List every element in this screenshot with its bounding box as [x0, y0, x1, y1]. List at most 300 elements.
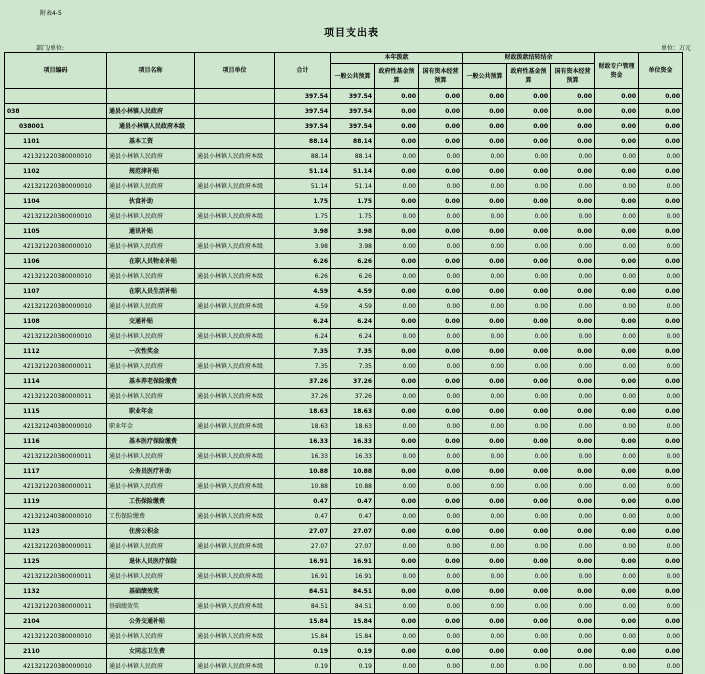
cell-v1[interactable]: 7.35 [331, 359, 375, 374]
cell-v5[interactable]: 0.00 [507, 179, 551, 194]
cell-v6[interactable]: 0.00 [551, 104, 595, 119]
cell-v8[interactable]: 0.00 [639, 419, 683, 434]
cell-total[interactable]: 6.24 [275, 314, 331, 329]
cell-v2[interactable]: 0.00 [375, 539, 419, 554]
cell-v6[interactable]: 0.00 [551, 509, 595, 524]
cell-total[interactable]: 6.24 [275, 329, 331, 344]
cell-unit[interactable] [195, 119, 275, 134]
cell-v2[interactable]: 0.00 [375, 659, 419, 674]
cell-name[interactable]: 退休人员医疗保险 [107, 554, 195, 569]
cell-code[interactable]: 1114 [5, 374, 107, 389]
cell-v1[interactable]: 3.98 [331, 224, 375, 239]
cell-v2[interactable]: 0.00 [375, 329, 419, 344]
cell-v4[interactable]: 0.00 [463, 284, 507, 299]
cell-v6[interactable]: 0.00 [551, 494, 595, 509]
cell-v1[interactable]: 0.19 [331, 644, 375, 659]
cell-name[interactable]: 基础绩效奖 [107, 599, 195, 614]
cell-v8[interactable]: 0.00 [639, 524, 683, 539]
cell-v3[interactable]: 0.00 [419, 389, 463, 404]
cell-unit[interactable]: 通县小林镇人民政府本级 [195, 509, 275, 524]
cell-name[interactable]: 通县小林镇人民政府本级 [107, 119, 195, 134]
cell-code[interactable]: 1108 [5, 314, 107, 329]
cell-v4[interactable]: 0.00 [463, 254, 507, 269]
cell-v1[interactable]: 397.54 [331, 104, 375, 119]
cell-v2[interactable]: 0.00 [375, 389, 419, 404]
cell-v6[interactable]: 0.00 [551, 479, 595, 494]
cell-unit[interactable]: 通县小林镇人民政府本级 [195, 299, 275, 314]
cell-v3[interactable]: 0.00 [419, 104, 463, 119]
cell-v7[interactable]: 0.00 [595, 569, 639, 584]
cell-v8[interactable]: 0.00 [639, 539, 683, 554]
cell-name[interactable]: 基本养老保险缴费 [107, 374, 195, 389]
cell-v6[interactable]: 0.00 [551, 554, 595, 569]
cell-total[interactable]: 15.84 [275, 629, 331, 644]
cell-name[interactable]: 通县小林镇人民政府 [107, 209, 195, 224]
cell-name[interactable]: 职业年金 [107, 419, 195, 434]
cell-v4[interactable]: 0.00 [463, 134, 507, 149]
cell-v3[interactable]: 0.00 [419, 314, 463, 329]
cell-code[interactable]: 421321220380000011 [5, 389, 107, 404]
cell-v7[interactable]: 0.00 [595, 644, 639, 659]
cell-unit[interactable] [195, 164, 275, 179]
cell-v7[interactable]: 0.00 [595, 584, 639, 599]
cell-total[interactable]: 27.07 [275, 524, 331, 539]
cell-code[interactable]: 421321220380000011 [5, 479, 107, 494]
cell-v6[interactable]: 0.00 [551, 314, 595, 329]
cell-v3[interactable]: 0.00 [419, 194, 463, 209]
cell-v6[interactable]: 0.00 [551, 374, 595, 389]
cell-v1[interactable]: 37.26 [331, 374, 375, 389]
cell-unit[interactable]: 通县小林镇人民政府本级 [195, 269, 275, 284]
cell-v6[interactable]: 0.00 [551, 449, 595, 464]
cell-v3[interactable]: 0.00 [419, 509, 463, 524]
cell-v1[interactable]: 0.47 [331, 494, 375, 509]
cell-v1[interactable]: 1.75 [331, 194, 375, 209]
cell-name[interactable]: 基础绩效奖 [107, 584, 195, 599]
cell-v7[interactable]: 0.00 [595, 539, 639, 554]
cell-v1[interactable]: 88.14 [331, 134, 375, 149]
cell-v8[interactable]: 0.00 [639, 134, 683, 149]
cell-v1[interactable]: 15.84 [331, 614, 375, 629]
cell-code[interactable]: 038 [5, 104, 107, 119]
cell-unit[interactable] [195, 554, 275, 569]
cell-v5[interactable]: 0.00 [507, 209, 551, 224]
cell-name[interactable] [107, 89, 195, 104]
cell-unit[interactable] [195, 254, 275, 269]
cell-v3[interactable]: 0.00 [419, 344, 463, 359]
cell-v5[interactable]: 0.00 [507, 149, 551, 164]
cell-v1[interactable]: 1.75 [331, 209, 375, 224]
cell-v7[interactable]: 0.00 [595, 299, 639, 314]
cell-v6[interactable]: 0.00 [551, 614, 595, 629]
cell-v7[interactable]: 0.00 [595, 239, 639, 254]
cell-total[interactable]: 7.35 [275, 359, 331, 374]
cell-v8[interactable]: 0.00 [639, 254, 683, 269]
header-transfer-fund[interactable]: 政府性基金预算 [507, 64, 551, 89]
cell-total[interactable]: 397.54 [275, 104, 331, 119]
cell-v4[interactable]: 0.00 [463, 329, 507, 344]
cell-unit[interactable]: 通县小林镇人民政府本级 [195, 449, 275, 464]
cell-v2[interactable]: 0.00 [375, 629, 419, 644]
cell-v1[interactable]: 27.07 [331, 524, 375, 539]
header-current-fund[interactable]: 政府性基金预算 [375, 64, 419, 89]
cell-v2[interactable]: 0.00 [375, 449, 419, 464]
cell-v7[interactable]: 0.00 [595, 314, 639, 329]
cell-code[interactable]: 2104 [5, 614, 107, 629]
cell-unit[interactable] [195, 224, 275, 239]
cell-v8[interactable]: 0.00 [639, 404, 683, 419]
cell-unit[interactable]: 通县小林镇人民政府本级 [195, 209, 275, 224]
cell-v2[interactable]: 0.00 [375, 584, 419, 599]
cell-v8[interactable]: 0.00 [639, 284, 683, 299]
cell-unit[interactable]: 通县小林镇人民政府本级 [195, 419, 275, 434]
cell-unit[interactable] [195, 644, 275, 659]
cell-v5[interactable]: 0.00 [507, 239, 551, 254]
cell-name[interactable]: 通县小林镇人民政府 [107, 269, 195, 284]
cell-name[interactable]: 在职人员生活补贴 [107, 284, 195, 299]
cell-code[interactable]: 1123 [5, 524, 107, 539]
cell-total[interactable]: 0.47 [275, 509, 331, 524]
cell-v6[interactable]: 0.00 [551, 404, 595, 419]
cell-code[interactable]: 421321220380000010 [5, 269, 107, 284]
cell-unit[interactable] [195, 104, 275, 119]
cell-v6[interactable]: 0.00 [551, 149, 595, 164]
cell-v1[interactable]: 88.14 [331, 149, 375, 164]
cell-code[interactable]: 421321220380000010 [5, 329, 107, 344]
cell-unit[interactable]: 通县小林镇人民政府本级 [195, 539, 275, 554]
cell-code[interactable]: 1104 [5, 194, 107, 209]
cell-code[interactable]: 038001 [5, 119, 107, 134]
cell-v5[interactable]: 0.00 [507, 284, 551, 299]
cell-v8[interactable]: 0.00 [639, 89, 683, 104]
cell-name[interactable]: 规范津补贴 [107, 164, 195, 179]
cell-v1[interactable]: 84.51 [331, 584, 375, 599]
cell-v4[interactable]: 0.00 [463, 419, 507, 434]
cell-v7[interactable]: 0.00 [595, 659, 639, 674]
cell-v1[interactable]: 18.63 [331, 404, 375, 419]
cell-v4[interactable]: 0.00 [463, 494, 507, 509]
cell-code[interactable]: 1116 [5, 434, 107, 449]
cell-v1[interactable]: 6.24 [331, 329, 375, 344]
cell-total[interactable]: 16.91 [275, 554, 331, 569]
cell-unit[interactable] [195, 434, 275, 449]
cell-v2[interactable]: 0.00 [375, 479, 419, 494]
cell-v6[interactable]: 0.00 [551, 629, 595, 644]
cell-name[interactable]: 公务员医疗补助 [107, 464, 195, 479]
cell-v8[interactable]: 0.00 [639, 224, 683, 239]
cell-v7[interactable]: 0.00 [595, 134, 639, 149]
cell-v2[interactable]: 0.00 [375, 569, 419, 584]
cell-v3[interactable]: 0.00 [419, 569, 463, 584]
cell-v5[interactable]: 0.00 [507, 329, 551, 344]
cell-v3[interactable]: 0.00 [419, 149, 463, 164]
cell-v4[interactable]: 0.00 [463, 89, 507, 104]
cell-unit[interactable] [195, 314, 275, 329]
cell-v8[interactable]: 0.00 [639, 449, 683, 464]
cell-v3[interactable]: 0.00 [419, 269, 463, 284]
cell-unit[interactable]: 通县小林镇人民政府本级 [195, 599, 275, 614]
cell-v6[interactable]: 0.00 [551, 359, 595, 374]
cell-v7[interactable]: 0.00 [595, 104, 639, 119]
cell-code[interactable]: 1117 [5, 464, 107, 479]
cell-v1[interactable]: 16.91 [331, 569, 375, 584]
cell-v7[interactable]: 0.00 [595, 464, 639, 479]
cell-v2[interactable]: 0.00 [375, 614, 419, 629]
cell-v4[interactable]: 0.00 [463, 569, 507, 584]
cell-v3[interactable]: 0.00 [419, 119, 463, 134]
cell-v2[interactable]: 0.00 [375, 359, 419, 374]
cell-code[interactable]: 1125 [5, 554, 107, 569]
cell-v1[interactable]: 10.88 [331, 464, 375, 479]
cell-name[interactable]: 通县小林镇人民政府 [107, 629, 195, 644]
cell-v4[interactable]: 0.00 [463, 404, 507, 419]
cell-v2[interactable]: 0.00 [375, 299, 419, 314]
cell-v4[interactable]: 0.00 [463, 374, 507, 389]
cell-v2[interactable]: 0.00 [375, 239, 419, 254]
cell-v2[interactable]: 0.00 [375, 464, 419, 479]
cell-total[interactable]: 1.75 [275, 209, 331, 224]
cell-v6[interactable]: 0.00 [551, 119, 595, 134]
cell-v6[interactable]: 0.00 [551, 224, 595, 239]
cell-v8[interactable]: 0.00 [639, 344, 683, 359]
cell-unit[interactable] [195, 464, 275, 479]
cell-v5[interactable]: 0.00 [507, 659, 551, 674]
cell-v5[interactable]: 0.00 [507, 569, 551, 584]
cell-v8[interactable]: 0.00 [639, 479, 683, 494]
cell-v2[interactable]: 0.00 [375, 314, 419, 329]
cell-v2[interactable]: 0.00 [375, 494, 419, 509]
cell-v3[interactable]: 0.00 [419, 134, 463, 149]
cell-v6[interactable]: 0.00 [551, 194, 595, 209]
cell-v8[interactable]: 0.00 [639, 329, 683, 344]
cell-v3[interactable]: 0.00 [419, 89, 463, 104]
cell-unit[interactable] [195, 344, 275, 359]
cell-v7[interactable]: 0.00 [595, 434, 639, 449]
cell-total[interactable]: 16.33 [275, 434, 331, 449]
cell-v2[interactable]: 0.00 [375, 149, 419, 164]
cell-v2[interactable]: 0.00 [375, 284, 419, 299]
cell-unit[interactable] [195, 494, 275, 509]
cell-v4[interactable]: 0.00 [463, 614, 507, 629]
cell-v4[interactable]: 0.00 [463, 584, 507, 599]
cell-code[interactable]: 421321220380000010 [5, 179, 107, 194]
cell-v4[interactable]: 0.00 [463, 119, 507, 134]
cell-v5[interactable]: 0.00 [507, 389, 551, 404]
cell-v5[interactable]: 0.00 [507, 314, 551, 329]
cell-v1[interactable]: 27.07 [331, 539, 375, 554]
cell-code[interactable]: 421321220380000010 [5, 659, 107, 674]
cell-total[interactable]: 4.59 [275, 299, 331, 314]
cell-v2[interactable]: 0.00 [375, 224, 419, 239]
cell-v3[interactable]: 0.00 [419, 239, 463, 254]
cell-v3[interactable]: 0.00 [419, 524, 463, 539]
cell-v1[interactable]: 6.26 [331, 269, 375, 284]
cell-v7[interactable]: 0.00 [595, 389, 639, 404]
cell-v4[interactable]: 0.00 [463, 524, 507, 539]
cell-name[interactable]: 通县小林镇人民政府 [107, 179, 195, 194]
cell-unit[interactable] [195, 89, 275, 104]
cell-v8[interactable]: 0.00 [639, 299, 683, 314]
cell-v3[interactable]: 0.00 [419, 479, 463, 494]
cell-name[interactable]: 通县小林镇人民政府 [107, 539, 195, 554]
header-own[interactable]: 单位资金 [639, 53, 683, 89]
cell-v1[interactable]: 37.26 [331, 389, 375, 404]
cell-v3[interactable]: 0.00 [419, 284, 463, 299]
cell-v2[interactable]: 0.00 [375, 134, 419, 149]
cell-v5[interactable]: 0.00 [507, 644, 551, 659]
cell-v4[interactable]: 0.00 [463, 434, 507, 449]
cell-total[interactable]: 51.14 [275, 164, 331, 179]
cell-name[interactable]: 基本工资 [107, 134, 195, 149]
cell-v4[interactable]: 0.00 [463, 104, 507, 119]
header-unit[interactable]: 项目单位 [195, 53, 275, 89]
cell-v6[interactable]: 0.00 [551, 584, 595, 599]
cell-v8[interactable]: 0.00 [639, 569, 683, 584]
cell-v4[interactable]: 0.00 [463, 299, 507, 314]
cell-total[interactable]: 4.59 [275, 284, 331, 299]
cell-v5[interactable]: 0.00 [507, 89, 551, 104]
cell-total[interactable]: 84.51 [275, 599, 331, 614]
cell-v5[interactable]: 0.00 [507, 614, 551, 629]
cell-v1[interactable]: 0.47 [331, 509, 375, 524]
cell-v5[interactable]: 0.00 [507, 269, 551, 284]
cell-v4[interactable]: 0.00 [463, 209, 507, 224]
cell-v7[interactable]: 0.00 [595, 479, 639, 494]
cell-code[interactable]: 421321220380000010 [5, 209, 107, 224]
cell-v3[interactable]: 0.00 [419, 404, 463, 419]
cell-v1[interactable]: 4.59 [331, 284, 375, 299]
cell-v4[interactable]: 0.00 [463, 194, 507, 209]
cell-v5[interactable]: 0.00 [507, 434, 551, 449]
cell-v3[interactable]: 0.00 [419, 629, 463, 644]
cell-v6[interactable]: 0.00 [551, 464, 595, 479]
cell-v7[interactable]: 0.00 [595, 179, 639, 194]
cell-v7[interactable]: 0.00 [595, 89, 639, 104]
cell-v7[interactable]: 0.00 [595, 554, 639, 569]
cell-v7[interactable]: 0.00 [595, 404, 639, 419]
cell-v5[interactable]: 0.00 [507, 119, 551, 134]
cell-v8[interactable]: 0.00 [639, 314, 683, 329]
cell-v6[interactable]: 0.00 [551, 569, 595, 584]
cell-v5[interactable]: 0.00 [507, 104, 551, 119]
cell-v6[interactable]: 0.00 [551, 89, 595, 104]
cell-v1[interactable]: 15.84 [331, 629, 375, 644]
cell-v4[interactable]: 0.00 [463, 164, 507, 179]
cell-v8[interactable]: 0.00 [639, 629, 683, 644]
cell-total[interactable]: 1.75 [275, 194, 331, 209]
cell-code[interactable]: 1107 [5, 284, 107, 299]
cell-v2[interactable]: 0.00 [375, 419, 419, 434]
cell-v8[interactable]: 0.00 [639, 464, 683, 479]
cell-v1[interactable]: 7.35 [331, 344, 375, 359]
cell-code[interactable]: 2110 [5, 644, 107, 659]
cell-v7[interactable]: 0.00 [595, 494, 639, 509]
cell-name[interactable]: 伙食补助 [107, 194, 195, 209]
cell-unit[interactable]: 通县小林镇人民政府本级 [195, 149, 275, 164]
cell-v3[interactable]: 0.00 [419, 329, 463, 344]
cell-total[interactable]: 6.26 [275, 254, 331, 269]
cell-v1[interactable]: 51.14 [331, 164, 375, 179]
cell-total[interactable]: 10.88 [275, 479, 331, 494]
cell-total[interactable]: 0.19 [275, 644, 331, 659]
cell-unit[interactable]: 通县小林镇人民政府本级 [195, 389, 275, 404]
cell-code[interactable]: 1115 [5, 404, 107, 419]
cell-unit[interactable]: 通县小林镇人民政府本级 [195, 329, 275, 344]
cell-name[interactable]: 通讯补贴 [107, 224, 195, 239]
cell-v4[interactable]: 0.00 [463, 179, 507, 194]
cell-v7[interactable]: 0.00 [595, 359, 639, 374]
cell-v2[interactable]: 0.00 [375, 434, 419, 449]
cell-name[interactable]: 职业年金 [107, 404, 195, 419]
cell-total[interactable]: 15.84 [275, 614, 331, 629]
cell-code[interactable]: 421321220380000011 [5, 539, 107, 554]
cell-v3[interactable]: 0.00 [419, 614, 463, 629]
cell-unit[interactable]: 通县小林镇人民政府本级 [195, 179, 275, 194]
cell-name[interactable]: 通县小林镇人民政府 [107, 389, 195, 404]
cell-v4[interactable]: 0.00 [463, 239, 507, 254]
header-name[interactable]: 项目名称 [107, 53, 195, 89]
cell-v6[interactable]: 0.00 [551, 644, 595, 659]
header-total[interactable]: 合计 [275, 53, 331, 89]
cell-v7[interactable]: 0.00 [595, 224, 639, 239]
cell-name[interactable]: 通县小林镇人民政府 [107, 479, 195, 494]
cell-v7[interactable]: 0.00 [595, 269, 639, 284]
cell-v4[interactable]: 0.00 [463, 629, 507, 644]
cell-name[interactable]: 工伤保险缴费 [107, 494, 195, 509]
cell-unit[interactable] [195, 374, 275, 389]
cell-v6[interactable]: 0.00 [551, 269, 595, 284]
cell-code[interactable] [5, 89, 107, 104]
cell-total[interactable]: 37.26 [275, 389, 331, 404]
cell-name[interactable]: 基本医疗保险缴费 [107, 434, 195, 449]
cell-v5[interactable]: 0.00 [507, 299, 551, 314]
cell-v2[interactable]: 0.00 [375, 119, 419, 134]
cell-v4[interactable]: 0.00 [463, 554, 507, 569]
header-group-current[interactable]: 本年拨款 [331, 53, 463, 64]
header-special[interactable]: 财政专户管理资金 [595, 53, 639, 89]
cell-v5[interactable]: 0.00 [507, 404, 551, 419]
cell-v5[interactable]: 0.00 [507, 134, 551, 149]
cell-v4[interactable]: 0.00 [463, 599, 507, 614]
cell-total[interactable]: 16.33 [275, 449, 331, 464]
cell-unit[interactable] [195, 404, 275, 419]
cell-unit[interactable] [195, 584, 275, 599]
cell-v4[interactable]: 0.00 [463, 344, 507, 359]
cell-code[interactable]: 421321220380000010 [5, 239, 107, 254]
cell-v6[interactable]: 0.00 [551, 419, 595, 434]
cell-v5[interactable]: 0.00 [507, 344, 551, 359]
cell-v7[interactable]: 0.00 [595, 524, 639, 539]
cell-v4[interactable]: 0.00 [463, 314, 507, 329]
cell-total[interactable]: 37.26 [275, 374, 331, 389]
cell-name[interactable]: 通县小林镇人民政府 [107, 359, 195, 374]
cell-v2[interactable]: 0.00 [375, 509, 419, 524]
cell-v5[interactable]: 0.00 [507, 164, 551, 179]
cell-v4[interactable]: 0.00 [463, 269, 507, 284]
cell-v8[interactable]: 0.00 [639, 599, 683, 614]
cell-v1[interactable]: 16.91 [331, 554, 375, 569]
cell-v7[interactable]: 0.00 [595, 449, 639, 464]
cell-v5[interactable]: 0.00 [507, 509, 551, 524]
cell-v8[interactable]: 0.00 [639, 584, 683, 599]
cell-v1[interactable]: 4.59 [331, 299, 375, 314]
cell-v6[interactable]: 0.00 [551, 179, 595, 194]
cell-code[interactable]: 421321220380000010 [5, 629, 107, 644]
cell-v1[interactable]: 6.24 [331, 314, 375, 329]
cell-v6[interactable]: 0.00 [551, 239, 595, 254]
cell-v2[interactable]: 0.00 [375, 404, 419, 419]
cell-v7[interactable]: 0.00 [595, 329, 639, 344]
